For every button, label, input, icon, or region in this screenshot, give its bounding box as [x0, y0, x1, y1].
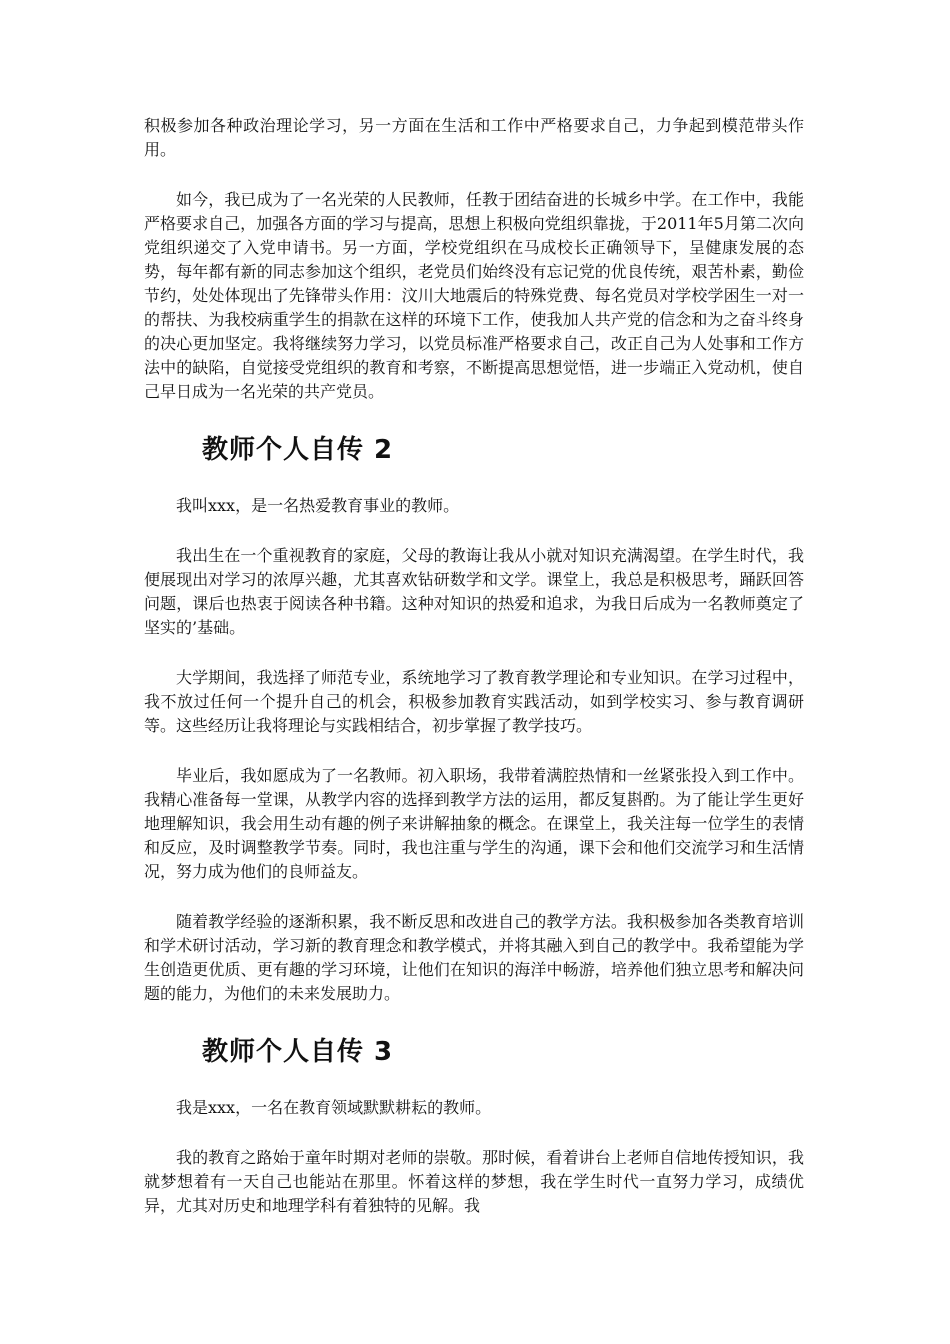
section-heading-2: 教师个人自传 2	[202, 435, 394, 465]
paragraph: 我出生在一个重视教育的家庭，父母的教诲让我从小就对知识充满渴望。在学生时代，我便展现出对学习的浓厚兴趣，尤其喜欢钻研数学和文学。课堂上，我总是积极思考，踊跃回答问题，课后也热衷于阅读各种书籍。这种对知识的热爱和追求，为我日后成为一名教师奠定了坚实的’基础。	[144, 546, 804, 637]
document-body	[144, 114, 804, 1244]
paragraph: 积极参加各种政治理论学习，另一方面在生活和工作中严格要求自己，力争起到模范带头作用。	[144, 116, 804, 159]
paragraph: 大学期间，我选择了师范专业，系统地学习了教育教学理论和专业知识。在学习过程中，我不放过任何一个提升自己的机会，积极参加教育实践活动，如到学校实习、参与教育调研等。这些经历让我将理论与实践相结合，初步掌握了教学技巧。	[144, 668, 804, 735]
paragraph: 我是xxx，一名在教育领域默默耕耘的教师。	[176, 1098, 492, 1117]
section-heading-3: 教师个人自传 3	[202, 1037, 394, 1067]
paragraph: 我叫xxx，是一名热爱教育事业的教师。	[176, 496, 460, 515]
paragraph: 如今，我已成为了一名光荣的人民教师，任教于团结奋进的长城乡中学。在工作中，我能严格要求自己，加强各方面的学习与提高，思想上积极向党组织靠拢，于2011年5月第二次向党组织递交了入党申请书。另一方面，学校党组织在马成校长正确领导下，呈健康发展的态势，每年都有新的同志参加这个组织，老党员们始终没有忘记党的优良传统，艰苦朴素，勤俭节约，处处体现出了先锋带头作用：汶川大地震后的特殊党费、每名党员对学校学困生一对一的帮扶、为我校病重学生的捐款在这样的环境下工作，使我加人共产党的信念和为之奋斗终身的决心更加坚定。我将继续努力学习，以党员标准严格要求自己，改正自己为人处事和工作方法中的缺陷，自觉接受党组织的教育和考察，不断提高思想觉悟，进一步端正入党动机，使自己早日成为一名光荣的共产党员。	[144, 190, 804, 401]
paragraph: 毕业后，我如愿成为了一名教师。初入职场，我带着满腔热情和一丝紧张投入到工作中。我精心准备每一堂课，从教学内容的选择到教学方法的运用，都反复斟酌。为了能让学生更好地理解知识，我会用生动有趣的例子来讲解抽象的概念。在课堂上，我关注每一位学生的表情和反应，及时调整教学节奏。同时，我也注重与学生的沟通，课下会和他们交流学习和生活情况，努力成为他们的良师益友。	[144, 766, 804, 881]
paragraph: 随着教学经验的逐渐积累，我不断反思和改进自己的教学方法。我积极参加各类教育培训和学术研讨活动，学习新的教育理念和教学模式，并将其融入到自己的教学中。我希望能为学生创造更优质、更有趣的学习环境，让他们在知识的海洋中畅游，培养他们独立思考和解决问题的能力，为他们的未来发展助力。	[144, 912, 804, 1003]
paragraph: 我的教育之路始于童年时期对老师的崇敬。那时候，看着讲台上老师自信地传授知识，我就梦想着有一天自己也能站在那里。怀着这样的梦想，我在学生时代一直努力学习，成绩优异，尤其对历史和地理学科有着独特的见解。我	[144, 1148, 804, 1215]
